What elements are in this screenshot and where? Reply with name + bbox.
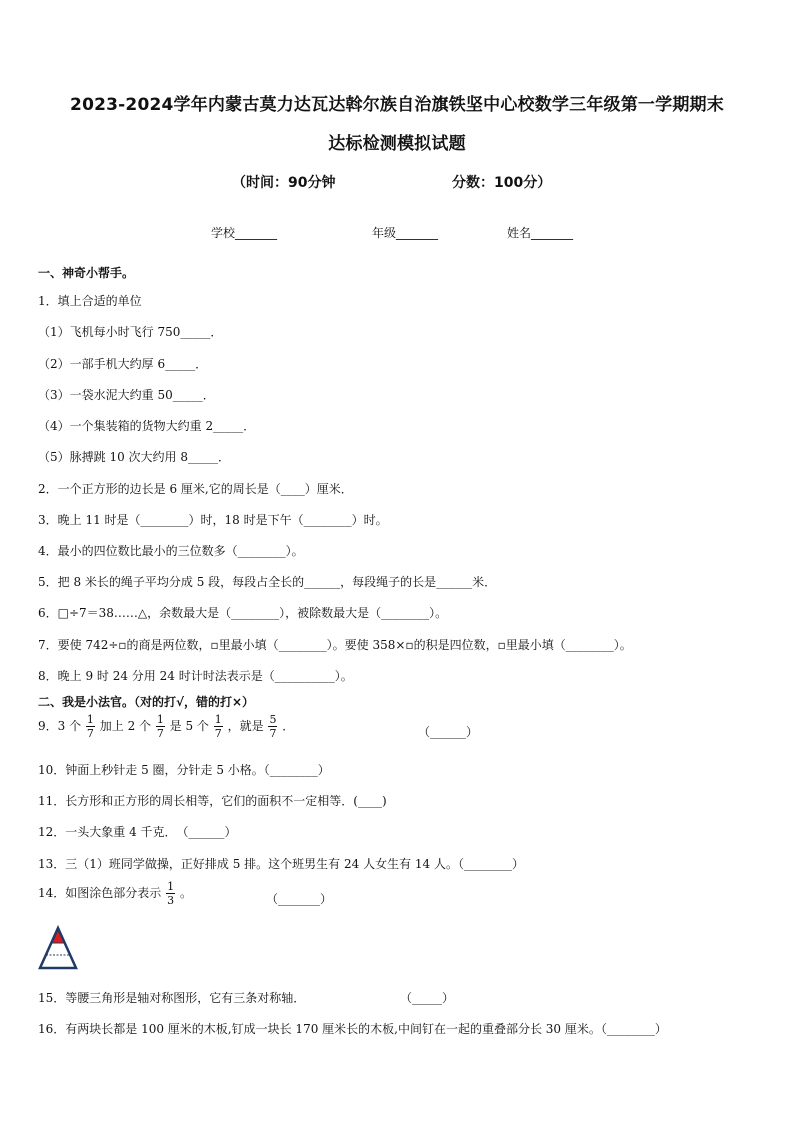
shaded-triangle-figure xyxy=(36,925,80,971)
exam-title-line1: 2023-2024学年内蒙古莫力达瓦达斡尔族自治旗铁坚中心校数学三年级第一学期期末 xyxy=(70,95,724,115)
question-9 xyxy=(38,713,294,740)
fraction-one-seventh: $\frac{1}{7}$ xyxy=(214,713,222,740)
question-15: 15．等腰三角形是轴对称图形，它有三条对称轴． xyxy=(38,991,306,1005)
question-11: 11．长方形和正方形的周长相等，它们的面积不一定相等．(____) xyxy=(38,794,387,808)
question-2: 2．一个正方形的边长是 6 厘米,它的周长是（____）厘米． xyxy=(38,482,353,496)
q9-text-d: ，就是 xyxy=(227,719,264,733)
question-1-5: （5）脉搏跳 10 次大约用 8_____． xyxy=(38,450,230,464)
q9-text-e: ． xyxy=(282,719,295,733)
question-12: 12．一头大象重 4 千克． （______） xyxy=(38,825,237,839)
name-field[interactable]: 姓名_______ xyxy=(507,226,574,240)
question-1-3: （3）一袋水泥大约重 50_____． xyxy=(38,388,215,402)
question-1-4: （4）一个集装箱的货物大约重 2_____． xyxy=(38,419,256,433)
question-16: 16．有两块长都是 100 厘米的木板,钉成一块长 170 厘米长的木板,中间钉在一起的重叠部分长 30 厘米。（________） xyxy=(38,1022,667,1036)
question-1-2: （2）一部手机大约厚 6_____． xyxy=(38,357,208,371)
question-1: 1．填上合适的单位 xyxy=(38,294,142,308)
exam-title-line2: 达标检测模拟试题 xyxy=(328,134,466,154)
q9-answer-blank[interactable]: （______） xyxy=(418,725,479,739)
section-two-heading: 二、我是小法官。（对的打√，错的打×） xyxy=(38,695,255,709)
question-7: 7．要使 742÷▫的商是两位数，▫里最小填（________）。要使 358×▫的积是四位数，▫里最小填（________）。 xyxy=(38,638,632,652)
fraction-one-seventh: $\frac{1}{7}$ xyxy=(86,713,94,740)
section-one-heading: 一、神奇小帮手。 xyxy=(38,266,135,280)
fraction-one-third: $\frac{1}{3}$ xyxy=(167,880,175,907)
q15-answer-blank[interactable]: （_____） xyxy=(400,991,455,1005)
q14-answer-blank[interactable]: （_______） xyxy=(266,892,333,906)
q14-text: 14．如图涂色部分表示 xyxy=(38,886,162,900)
q14-tail: 。 xyxy=(179,886,192,900)
grade-field[interactable]: 年级_______ xyxy=(372,226,439,240)
fraction-five-sevenths: $\frac{5}{7}$ xyxy=(269,713,277,740)
question-13: 13．三（1）班同学做操，正好排成 5 排。这个班男生有 24 人女生有 14 人。（________） xyxy=(38,857,524,871)
question-5: 5．把 8 米长的绳子平均分成 5 段，每段占全长的______，每段绳子的长是______米． xyxy=(38,575,497,589)
q9-text-b: 加上 2 个 xyxy=(99,719,152,733)
fraction-one-seventh: $\frac{1}{7}$ xyxy=(156,713,164,740)
question-4: 4．最小的四位数比最小的三位数多（________）。 xyxy=(38,544,304,558)
exam-time: （时间：90分钟 xyxy=(232,175,336,191)
q9-text-a: 9．3 个 xyxy=(38,719,82,733)
question-6: 6．□÷7＝38……△，余数最大是（________），被除数最大是（________）。 xyxy=(38,606,448,620)
school-field[interactable]: 学校_______ xyxy=(211,226,278,240)
exam-score: 分数：100分） xyxy=(452,175,552,191)
question-14 xyxy=(38,880,192,907)
question-3: 3．晚上 11 时是（________）时，18 时是下午（________）时。 xyxy=(38,513,388,527)
question-1-1: （1）飞机每小时飞行 750_____． xyxy=(38,325,223,339)
question-8: 8．晚上 9 时 24 分用 24 时计时法表示是（__________）。 xyxy=(38,669,353,683)
q9-text-c: 是 5 个 xyxy=(169,719,209,733)
question-10: 10．钟面上秒针走 5 圈，分针走 5 小格。（________） xyxy=(38,763,330,777)
